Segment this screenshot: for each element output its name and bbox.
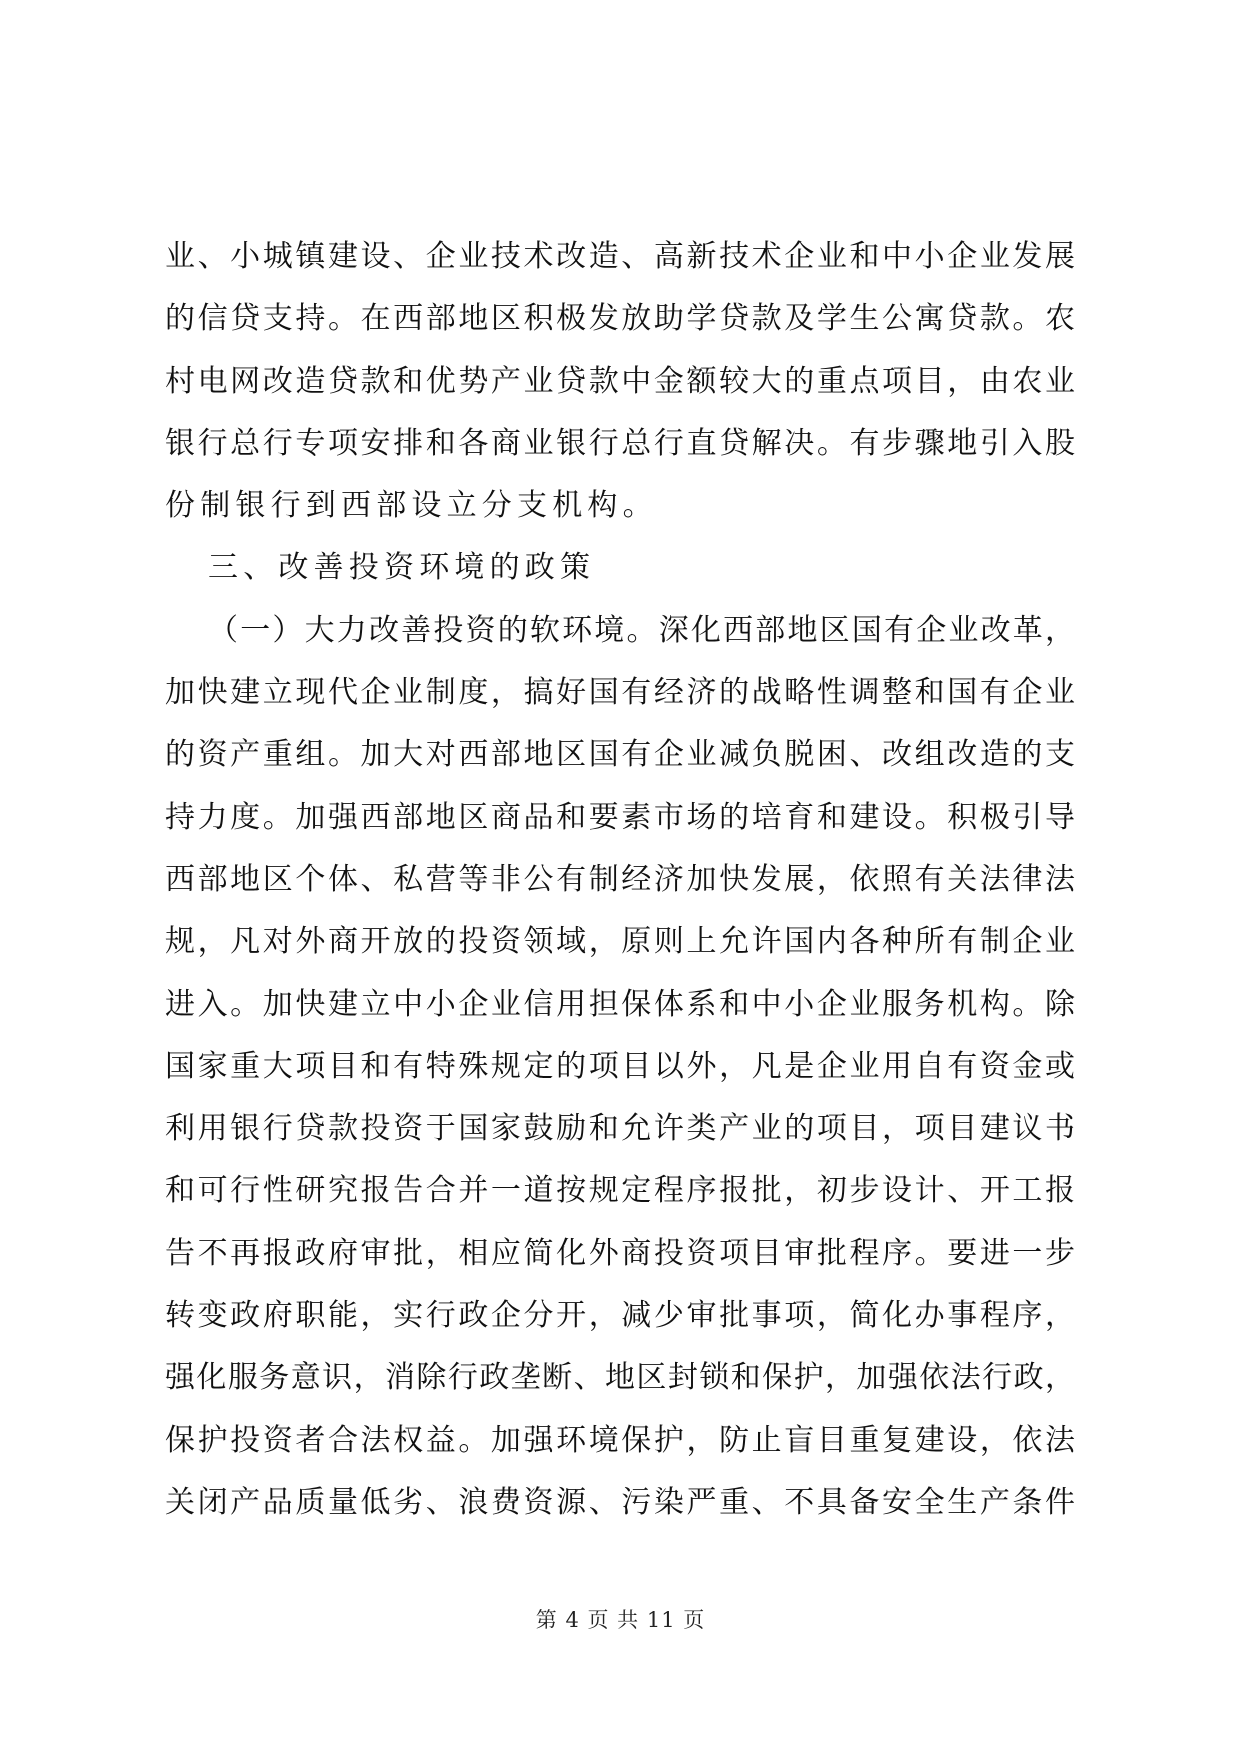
text-line: 持力度。加强西部地区商品和要素市场的培育和建设。积极引导 [165,799,1075,835]
text-line: 西部地区个体、私营等非公有制经济加快发展，依照有关法律法 [165,861,1075,897]
text-line: 村电网改造贷款和优势产业贷款中金额较大的重点项目，由农业 [165,363,1075,399]
text-line: 进入。加快建立中小企业信用担保体系和中小企业服务机构。除 [165,986,1075,1022]
paragraph-first-line: （一）大力改善投资的软环境。深化西部地区国有企业改革， [208,612,1075,648]
text-line: 银行总行专项安排和各商业银行总行直贷解决。有步骤地引入股 [165,425,1075,461]
document-body [165,226,1075,1534]
text-line: 利用银行贷款投资于国家鼓励和允许类产业的项目，项目建议书 [165,1111,1075,1147]
text-line: 国家重大项目和有特殊规定的项目以外，凡是企业用自有资金或 [165,1048,1075,1084]
page-number: 第 4 页 共 11 页 [535,1608,706,1632]
text-line: 的信贷支持。在西部地区积极发放助学贷款及学生公寓贷款。农 [165,301,1075,337]
text-line: 的资产重组。加大对西部地区国有企业减负脱困、改组改造的支 [165,737,1075,773]
text-line: 关闭产品质量低劣、浪费资源、污染严重、不具备安全生产条件 [165,1484,1075,1520]
text-line: 告不再报政府审批，相应简化外商投资项目审批程序。要进一步 [165,1235,1075,1271]
text-line: 强化服务意识，消除行政垄断、地区封锁和保护，加强依法行政， [165,1360,1075,1396]
text-line: 份制银行到西部设立分支机构。 [165,488,658,524]
text-line: 转变政府职能，实行政企分开，减少审批事项，简化办事程序， [165,1298,1075,1334]
text-line: 和可行性研究报告合并一道按规定程序报批，初步设计、开工报 [165,1173,1075,1209]
section-heading: 三、改善投资环境的政策 [208,550,596,586]
text-line: 业、小城镇建设、企业技术改造、高新技术企业和中小企业发展 [165,239,1075,274]
text-line: 保护投资者合法权益。加强环境保护，防止盲目重复建设，依法 [165,1422,1075,1458]
text-line: 规，凡对外商开放的投资领域，原则上允许国内各种所有制企业 [165,924,1075,960]
text-line: 加快建立现代企业制度，搞好国有经济的战略性调整和国有企业 [165,675,1075,711]
